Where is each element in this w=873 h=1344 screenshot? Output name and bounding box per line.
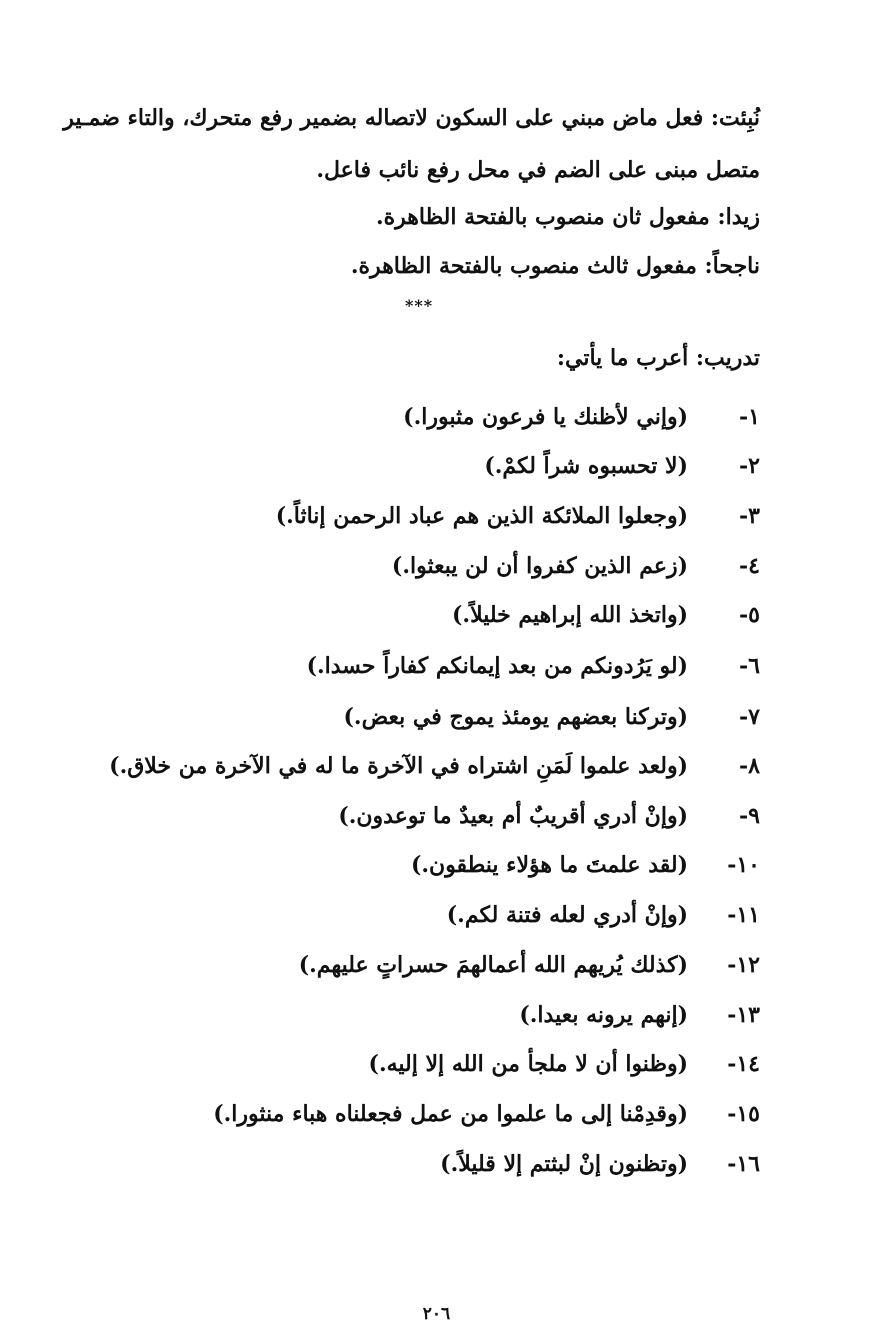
exercise-item-number: ١٦- — [727, 1151, 760, 1177]
paragraph-line: ناجحاً: مفعول ثالث منصوب بالفتحة الظاهرة. — [350, 253, 760, 279]
exercise-item — [80, 599, 760, 631]
paragraph-line: متصل مبنى على الضم في محل رفع نائب فاعل. — [316, 157, 760, 183]
exercise-item — [80, 450, 760, 482]
exercise-item-number: ٣- — [739, 503, 760, 529]
exercise-item-number: ١٢- — [727, 952, 760, 978]
exercise-item — [80, 1048, 760, 1080]
paragraph-line: زيدا: مفعول ثان منصوب بالفتحة الظاهرة. — [375, 204, 760, 230]
exercise-item — [80, 899, 760, 931]
exercise-item-number: ١٤- — [727, 1051, 760, 1077]
exercise-item-text: (وإني لأظنك يا فرعون مثبورا.) — [403, 404, 688, 430]
exercise-item-text: (زعم الذين كفروا أن لن يبعثوا.) — [391, 553, 688, 579]
exercise-item-text: (وإنْ أدري أقريبٌ أم بعيدٌ ما توعدون.) — [338, 803, 688, 829]
exercise-item — [80, 1148, 760, 1180]
exercise-item-number: ٢- — [739, 453, 760, 479]
paragraph-line: نُبِئت: فعل ماض مبني على السكون لاتصاله بضمير رفع متحرك، والتاء ضمـير — [63, 105, 760, 131]
exercise-item-number: ٥- — [739, 602, 760, 628]
exercise-item-text: (وظنوا أن لا ملجأ من الله إلا إليه.) — [368, 1051, 688, 1077]
exercise-item-text: (وتركنا بعضهم يومئذ يموج في بعض.) — [343, 704, 688, 730]
exercise-item-number: ٤- — [739, 553, 760, 579]
exercise-item-number: ١- — [739, 404, 760, 430]
exercise-item — [80, 999, 760, 1031]
exercise-item-number: ١٠- — [727, 852, 760, 878]
exercise-item — [80, 1098, 760, 1130]
exercise-item — [80, 701, 760, 733]
exercise-item-text: (إنهم يرونه بعيدا.) — [519, 1002, 688, 1028]
exercise-item-text: (ولعد علموا لَمَنِ اشتراه في الآخرة ما له في الآخرة من خلاق.) — [109, 753, 688, 779]
page-number: ٢٠٦ — [422, 1304, 451, 1324]
exercise-item-number: ٧- — [739, 704, 760, 730]
exercise-item-text: (لا تحسبوه شراً لكمْ.) — [484, 453, 688, 479]
exercise-item — [80, 949, 760, 981]
exercise-item — [80, 750, 760, 782]
exercise-item — [80, 500, 760, 532]
exercise-item — [80, 401, 760, 433]
exercise-item-number: ٩- — [739, 803, 760, 829]
exercise-item-number: ١٥- — [727, 1101, 760, 1127]
exercise-item — [80, 650, 760, 682]
exercise-item-number: ٨- — [739, 753, 760, 779]
exercise-heading: تدريب: أعرب ما يأتي: — [556, 345, 760, 371]
exercise-item-number: ٦- — [739, 653, 760, 679]
section-separator: *** — [405, 296, 434, 315]
exercise-item-number: ١١- — [727, 902, 760, 928]
exercise-item — [80, 550, 760, 582]
exercise-item — [80, 849, 760, 881]
exercise-item-number: ١٣- — [727, 1002, 760, 1028]
exercise-item-text: (وتظنون إنْ لبثتم إلا قليلاً.) — [440, 1151, 688, 1177]
exercise-item — [80, 800, 760, 832]
exercise-item-text: (وإنْ أدري لعله فتنة لكم.) — [446, 902, 688, 928]
exercise-item-text: (كذلك يُريهم الله أعمالهمَ حسراتٍ عليهم.) — [298, 952, 688, 978]
exercise-item-text: (وجعلوا الملائكة الذين هم عباد الرحمن إناثاً.) — [275, 503, 688, 529]
exercise-item-text: (لقد علمتَ ما هؤلاء ينطقون.) — [410, 852, 688, 878]
exercise-item-text: (لو يَرُدونكم من بعد إيمانكم كفاراً حسدا.) — [306, 653, 688, 679]
exercise-item-text: (واتخذ الله إبراهيم خليلاً.) — [452, 602, 688, 628]
exercise-item-text: (وقدِمْنا إلى ما علموا من عمل فجعلناه هباء منثورا.) — [213, 1101, 688, 1127]
